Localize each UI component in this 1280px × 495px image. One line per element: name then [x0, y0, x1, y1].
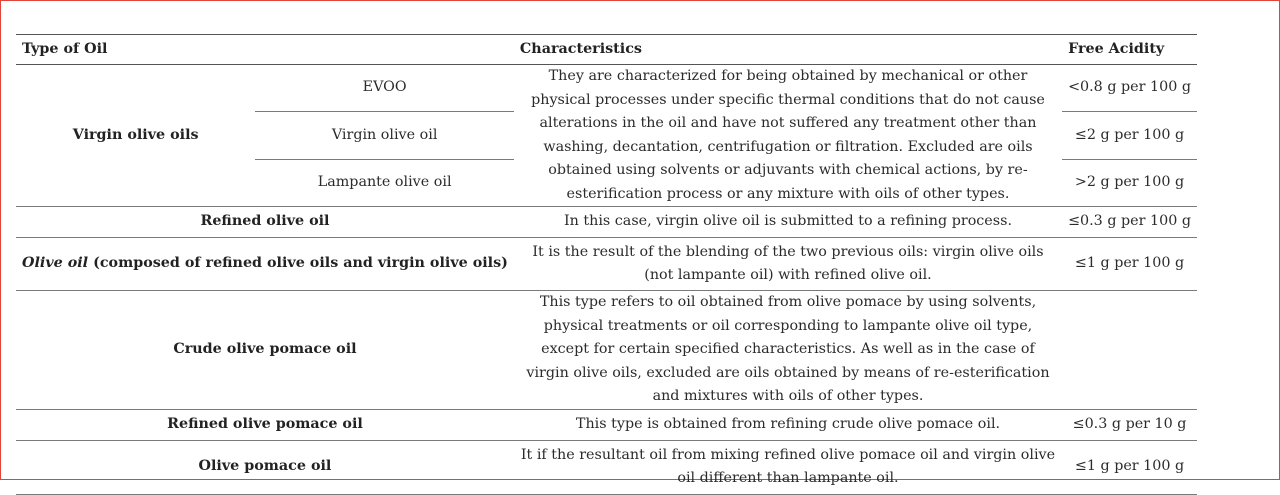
oil-name-evoo: EVOO: [255, 65, 514, 112]
header-acidity: Free Acidity: [1062, 35, 1197, 65]
oil-name-lampante: Lampante olive oil: [255, 159, 514, 206]
acidity-refined: ≤0.3 g per 100 g: [1062, 207, 1197, 238]
table-row-crude-pomace: [16, 291, 1197, 410]
acidity-olive-oil: ≤1 g per 100 g: [1062, 238, 1197, 291]
characteristics-pomace: It if the resultant oil from mixing refined olive pomace oil and virgin olive oil different than lampante oil.: [514, 440, 1062, 494]
olive-oil-table: [16, 34, 1197, 495]
oil-name-crude-pomace: Crude olive pomace oil: [16, 291, 514, 410]
acidity-crude-pomace: [1062, 291, 1197, 410]
acidity-refined-pomace: ≤0.3 g per 10 g: [1062, 409, 1197, 440]
table-row-refined: [16, 207, 1197, 238]
table-row-pomace: [16, 440, 1197, 494]
oil-name-olive-oil: [16, 238, 514, 291]
acidity-virgin: ≤2 g per 100 g: [1062, 112, 1197, 159]
characteristics-refined: In this case, virgin olive oil is submitted to a refining process.: [514, 207, 1062, 238]
oil-name-virgin: Virgin olive oil: [255, 112, 514, 159]
oil-name-olive-oil-italic: Olive oil: [22, 255, 89, 272]
characteristics-refined-pomace: This type is obtained from refining crude olive pomace oil.: [514, 409, 1062, 440]
characteristics-virgin: They are characterized for being obtained by mechanical or other physical processes under specific thermal conditions that do not cause alterations in the oil and have not suffered any treatment other than washing, decantation, centrifugation or filtration. Excluded are oils obtained using solvents or adjuvants with chemical actions, by re-esterification process or any mixture with oils of other types.: [514, 65, 1062, 207]
acidity-lampante: >2 g per 100 g: [1062, 159, 1197, 206]
header-row: [16, 35, 1197, 65]
acidity-pomace: ≤1 g per 100 g: [1062, 440, 1197, 494]
group-label-virgin: Virgin olive oils: [16, 65, 255, 207]
header-type: Type of Oil: [16, 35, 514, 65]
oil-name-pomace: Olive pomace oil: [16, 440, 514, 494]
oil-name-refined: Refined olive oil: [16, 207, 514, 238]
acidity-evoo: <0.8 g per 100 g: [1062, 65, 1197, 112]
oil-name-refined-pomace: Refined olive pomace oil: [16, 409, 514, 440]
header-characteristics: Characteristics: [514, 35, 1062, 65]
table-row-olive-oil: [16, 238, 1197, 291]
oil-name-olive-oil-rest: (composed of refined olive oils and virgin olive oils): [88, 255, 508, 272]
table-row-evoo: [16, 65, 1197, 112]
characteristics-olive-oil: It is the result of the blending of the two previous oils: virgin olive oils (not lampante oil) with refined olive oil.: [514, 238, 1062, 291]
characteristics-crude-pomace: This type refers to oil obtained from olive pomace by using solvents, physical treatments or oil corresponding to lampante olive oil type, except for certain specified characteristics. As well as in the case of virgin olive oils, excluded are oils obtained by means of re-esterification and mixtures with oils of other types.: [514, 291, 1062, 410]
table-row-refined-pomace: [16, 409, 1197, 440]
